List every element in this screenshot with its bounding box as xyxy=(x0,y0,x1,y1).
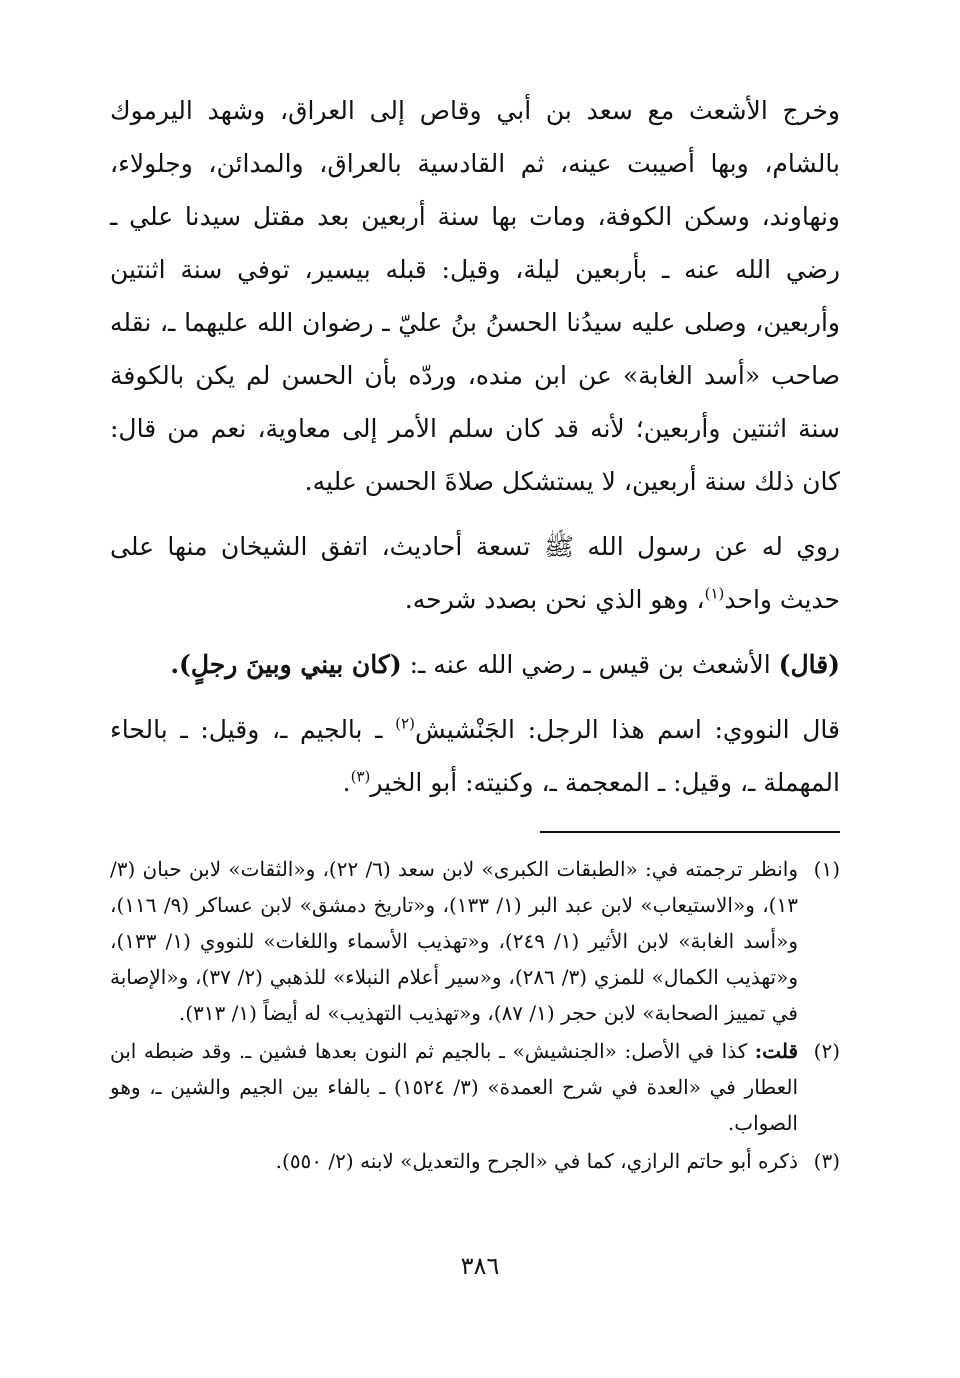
footnote-number: (٢) xyxy=(813,1039,840,1063)
paragraph-nawawi-text: قال النووي: اسم هذا الرجل: الجَنْشيش xyxy=(414,715,840,744)
footnote-body: ذكره أبو حاتم الرازي، كما في «الجرح والتعديل» لابنه (٢/ ٥٥٠). xyxy=(275,1149,798,1173)
footnote-2 xyxy=(110,1033,840,1141)
page-body xyxy=(110,84,840,1181)
paragraph-nawawi-end: . xyxy=(342,768,351,797)
quote-label: (قال) xyxy=(778,650,840,679)
footnote-ref-3: (٣) xyxy=(350,767,371,786)
quote-narrator: الأشعث بن قيس ـ رضي الله عنه ـ: xyxy=(401,650,779,679)
footnote-number: (١) xyxy=(813,857,840,881)
footnote-ref-2: (٢) xyxy=(395,714,415,733)
main-text xyxy=(110,84,840,809)
paragraph-biography: وخرج الأشعث مع سعد بن أبي وقاص إلى العراق، وشهد اليرموك بالشام، وبها أصيبت عينه، ثم القادسية بالعراق، والمدائن، وجلولاء، ونهاوند، وسكن الكوفة، ومات بها سنة أربعين بعد مقتل سيدنا علي ـ رضي الله عنه ـ بأربعين ليلة، وقيل: قبله بيسير، توفي سنة اثنتين وأربعين، وصلى عليه سيدُنا الحسنُ بنُ عليّ ـ رضوان الله عليهما ـ، نقله صاحب «أسد الغابة» عن ابن منده، وردّه بأن الحسن لم يكن بالكوفة سنة اثنتين وأربعين؛ لأنه قد كان سلم الأمر إلى معاوية، نعم من قال: كان ذلك سنة أربعين، لا يستشكل صلاةَ الحسن عليه. xyxy=(110,96,840,496)
footnote-body: كذا في الأصل: «الجنشيش» ـ بالجيم ثم النون بعدها فشين ـ. وقد ضبطه ابن العطار في «العدة في شرح العمدة» (٣/ ١٥٢٤) ـ بالفاء بين الجيم والشين ـ، وهو الصواب. xyxy=(110,1039,798,1135)
footnote-3 xyxy=(110,1143,840,1179)
footnote-body: وانظر ترجمته في: «الطبقات الكبرى» لابن سعد (٦/ ٢٢)، و«الثقات» لابن حبان (٣/ ١٣)، و«الاستيعاب» لابن عبد البر (١/ ١٣٣)، و«تاريخ دمشق» لابن عساكر (٩/ ١١٦)، و«أسد الغابة» لابن الأثير (١/ ٢٤٩)، و«تهذيب الأسماء واللغات» للنووي (١/ ١٣٣)، و«تهذيب الكمال» للمزي (٣/ ٢٨٦)، و«سير أعلام النبلاء» للذهبي (٢/ ٣٧)، و«الإصابة في تمييز الصحابة» لابن حجر (١/ ٨٧)، و«تهذيب التهذيب» له أيضاً (١/ ٣١٣). xyxy=(110,857,799,1025)
footnote-1 xyxy=(110,851,840,1031)
quote-text: (كان بيني وبينَ رجلٍ). xyxy=(170,650,402,679)
paragraph-nawawi xyxy=(110,703,840,809)
footnote-number: (٣) xyxy=(813,1149,840,1173)
paragraph-hadith-count xyxy=(110,520,840,626)
paragraph-nawawi-middle: ـ بالجيم ـ، وقيل: ـ بالحاء المهملة ـ، وقيل: ـ المعجمة ـ، وكنيته: أبو الخير xyxy=(110,715,840,797)
paragraph-hadith-count-tail: ، وهو الذي نحن بصدد شرحه. xyxy=(404,585,705,614)
footnote-text xyxy=(110,1033,798,1141)
footnotes xyxy=(110,851,840,1179)
paragraph-hadith-count-text: روي له عن رسول الله ﷺ تسعة أحاديث، اتفق الشيخان منها على حديث واحد xyxy=(110,532,840,614)
page-number: ٣٨٦ xyxy=(460,1252,500,1280)
footnote-text xyxy=(110,851,798,1031)
footnote-text xyxy=(110,1143,798,1179)
footnote-ref-1: (١) xyxy=(704,584,725,603)
footnote-divider xyxy=(540,831,840,833)
paragraph-quote xyxy=(110,638,840,691)
footnote-lead: قلت: xyxy=(754,1039,798,1063)
